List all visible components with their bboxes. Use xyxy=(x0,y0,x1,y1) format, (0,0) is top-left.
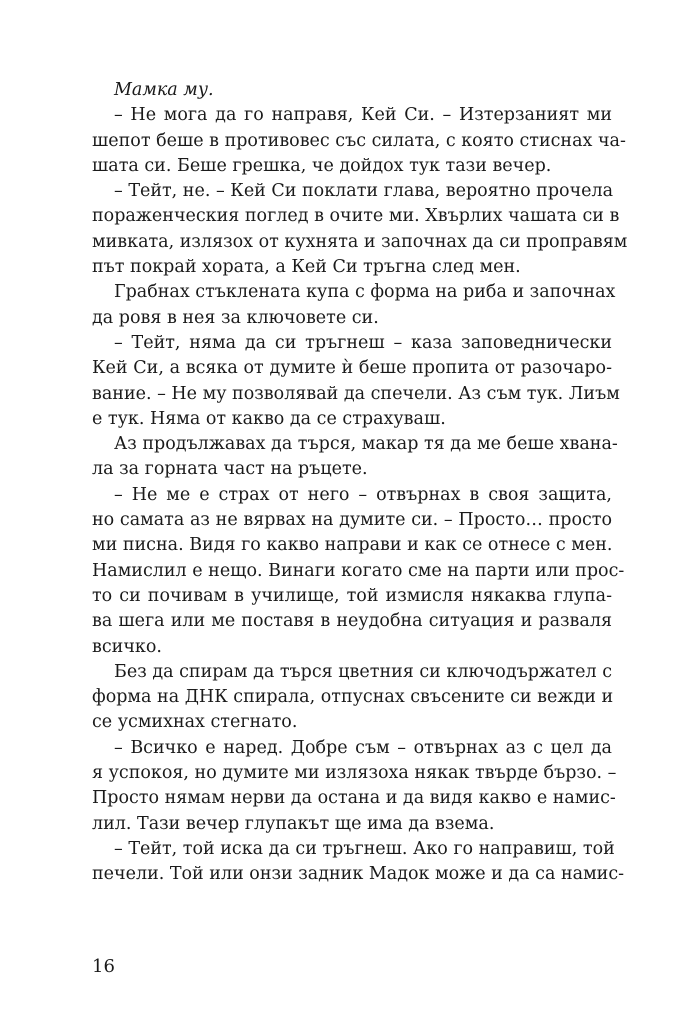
text-line: ва шега или ме поставя в неудобна ситуация и разваля xyxy=(92,611,612,632)
text-line: Мамка му. xyxy=(114,80,214,100)
text-line: шата си. Беше грешка, че дойдох тук тази вечер. xyxy=(92,155,552,176)
text-line: Без да спирам да търся цветния си ключодържател с xyxy=(114,661,612,682)
text-line: Аз продължавах да търся, макар тя да ме беше хвана- xyxy=(114,434,618,455)
page-number: 16 xyxy=(92,956,115,977)
text-line: мивката, излязох от кухнята и започнах да си проправям xyxy=(92,231,628,252)
text-line: – Тейт, няма да си тръгнеш – каза заповеднически xyxy=(114,332,612,353)
text-line: – Тейт, не. – Кей Си поклати глава, вероятно прочела xyxy=(114,181,614,202)
text-line: но самата аз не вярвах на думите си. – Просто… просто xyxy=(92,510,612,531)
text-line: ми писна. Видя го какво направи и как се отнесе с мен. xyxy=(92,535,613,556)
text-line: – Всичко е наред. Добре съм – отвърнах аз с цел да xyxy=(114,737,612,758)
page-text-block xyxy=(92,78,628,888)
text-line: е тук. Няма от какво да се страхуваш. xyxy=(92,408,446,429)
text-line: да ровя в нея за ключовете си. xyxy=(92,307,379,328)
text-line: Грабнах стъклената купа с форма на риба и започнах xyxy=(114,282,616,303)
text-line: се усмихнах стегнато. xyxy=(92,712,298,733)
text-line: то си почивам в училище, той измисля някаква глупа- xyxy=(92,585,612,606)
text-line: – Не мога да го направя, Кей Си. – Изтерзаният ми xyxy=(114,105,612,126)
text-line: вание. – Не му позволявай да спечели. Аз съм тук. Лиъм xyxy=(92,383,620,404)
text-line: Намислил е нещо. Винаги когато сме на парти или прос- xyxy=(92,560,625,581)
text-line: Просто нямам нерви да остана и да видя какво е намис- xyxy=(92,788,616,809)
text-line: – Тейт, той иска да си тръгнеш. Ако го направиш, той xyxy=(114,838,615,859)
text-line: я успокоя, но думите ми излязоха някак твърде бързо. – xyxy=(92,763,617,784)
text-line: шепот беше в противовес със силата, с която стиснах ча- xyxy=(92,130,626,151)
text-line: всичко. xyxy=(92,636,162,657)
text-line: пораженческия поглед в очите ми. Хвърлих чашата си в xyxy=(92,206,620,227)
text-line: ла за горната част на ръцете. xyxy=(92,459,368,480)
text-line: печели. Той или онзи задник Мадок може и да са намис- xyxy=(92,864,625,885)
text-line: лил. Тази вечер глупакът ще има да взема. xyxy=(92,813,495,834)
text-line: – Не ме е страх от него – отвърнах в своя защита, xyxy=(114,484,612,505)
text-line: Кей Си, а всяка от думите ѝ беше пропита от разочаро- xyxy=(92,358,612,379)
text-line: път покрай хората, а Кей Си тръгна след мен. xyxy=(92,257,521,278)
text-line: форма на ДНК спирала, отпуснах свъсените си вежди и xyxy=(92,687,614,708)
